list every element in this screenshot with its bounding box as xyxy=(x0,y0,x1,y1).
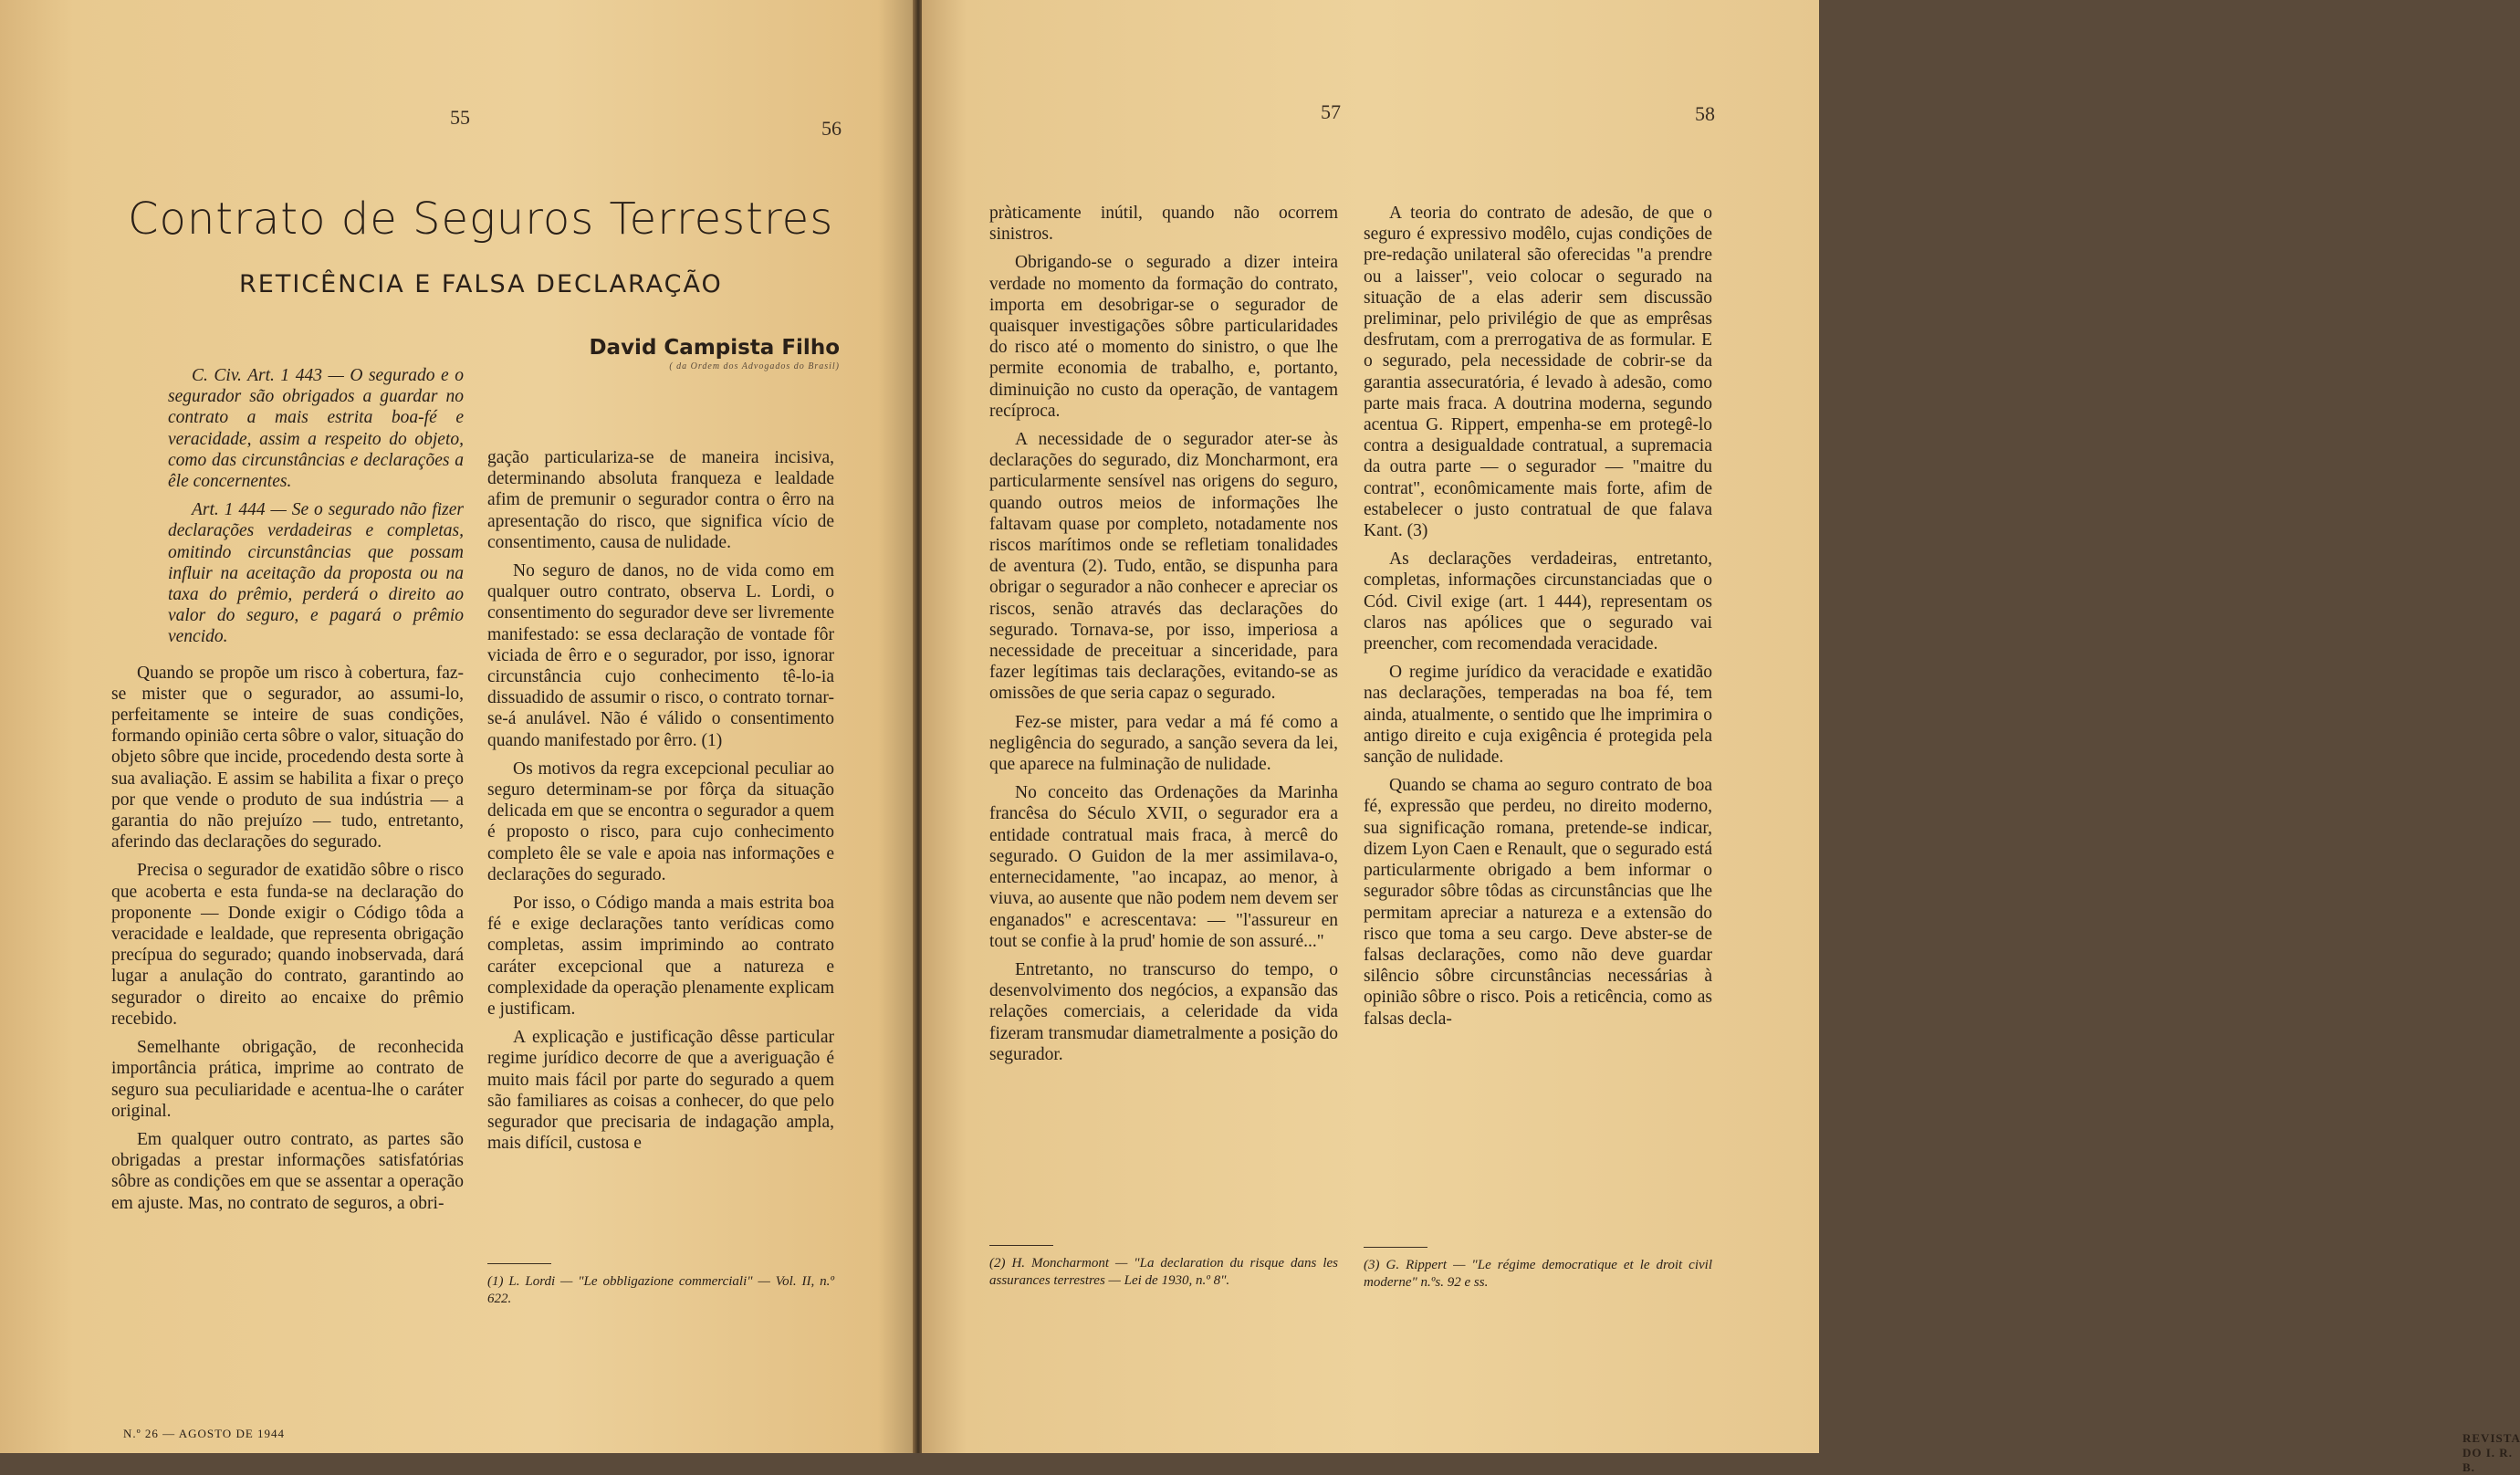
footnote-text: (3) G. Rippert — "Le régime democratique et le droit civil moderne" n.ºs. 92 e ss. xyxy=(1364,1258,1712,1290)
page-number-57: 57 xyxy=(1321,100,1341,123)
paragraph: Entretanto, no transcurso do tempo, o desenvolvimento dos negócios, a expansão das relações comerciais, a celeridade da vida fizeram transmudar diametralmente a posição do segurador. xyxy=(989,959,1338,1064)
author-name: David Campista Filho xyxy=(589,336,840,360)
footnote-1 xyxy=(487,1263,834,1308)
paragraph: Os motivos da regra excepcional peculiar ao seguro determinam-se por fôrça da situação delicada em que se encontra o segurador a quem é proposto o risco, para cujo conhecimento completo êle se vale e apoia nas informações e declarações do segurado. xyxy=(487,758,834,884)
paragraph: gação particulariza-se de maneira incisiva, determinando absoluta franqueza e lealdade afim de premunir o segurador contra o êrro na apresentação do risco, que significa vício de consentimento, causa de nulidade. xyxy=(487,448,834,552)
law-quotes xyxy=(111,365,464,648)
footnote-rule xyxy=(1364,1247,1427,1248)
column-4 xyxy=(1364,203,1712,1037)
article-subtitle: RETICÊNCIA E FALSA DECLARAÇÃO xyxy=(239,270,723,298)
paragraph: Por isso, o Código manda a mais estrita boa fé e exige declarações tanto verídicas como completas, assim imprimindo ao contrato caráter excepcional que a natureza e complexidade da operação plenamente explicam e justificam. xyxy=(487,894,834,1020)
paragraph: pràticamente inútil, quando não ocorrem sinistros. xyxy=(989,204,1338,245)
law-article-1443: C. Civ. Art. 1 443 — O segurado e o segurador são obrigados a guardar no contrato a mais estrita boa-fé e veracidade, assim a respeito do objeto, como das circunstâncias e declarações a êle concernentes. xyxy=(168,366,464,492)
law-article-1444: Art. 1 444 — Se o segurado não fizer declarações verdadeiras e completas, omitindo circunstâncias que possam influir na aceitação da proposta ou na taxa do prêmio, perderá o direito ao valor do seguro, e pagará o prêmio vencido. xyxy=(168,500,464,647)
footnote-3 xyxy=(1364,1247,1712,1292)
paragraph: No seguro de danos, no de vida como em qualquer outro contrato, observa L. Lordi, o consentimento do segurador deve ser livremente manifestado: se essa declaração de vontade fôr viciada de êrro e o segurador, por isso, ignorar circunstância cujo conhecimento tê-lo-ia dissuadido de assumir o risco, o contrato tornar-se-á anulável. Não é válido o consentimento quando manifestado por êrro. (1) xyxy=(487,561,834,750)
footnote-text: (2) H. Moncharmont — "La declaration du risque dans les assurances terrestres — Lei de 1930, n.º 8". xyxy=(989,1256,1338,1288)
page-number-56: 56 xyxy=(821,117,842,140)
paragraph: O regime jurídico da veracidade e exatidão nas declarações, temperadas na boa fé, tem ainda, atualmente, o sentido que lhe imprimira o antigo direito e cuja exigência é protegida pela sanção de nulidade. xyxy=(1364,663,1712,768)
paragraph: No conceito das Ordenações da Marinha francêsa do Século XVII, o segurador era a entidade contratual mais fraca, à mercê do segurado. O Guidon de la mer assimilava-o, enternecidamente, "ao incapaz, ao menor, à viuva, ao ausente que não podem nem devem ser enganados" e acrescentava: — "l'assureur en tout se confie à la prud' homie de son assuré..." xyxy=(989,783,1338,951)
paragraph: Semelhante obrigação, de reconhecida importância prática, imprime ao contrato de seguro sua peculiaridade e acentua-lhe o caráter original. xyxy=(111,1038,464,1121)
column-2 xyxy=(487,447,834,1162)
column-1 xyxy=(111,365,464,1221)
paragraph: Obrigando-se o segurado a dizer inteira verdade no momento da formação do contrato, importa em desobrigar-se o segurador de quaisquer investigações sôbre particularidades do risco até o momento do sinistro, o que lhe permite economia de trabalho, e, portanto, diminuição no custo da operação, de vantagem recíproca. xyxy=(989,253,1338,421)
paragraph: A explicação e justificação dêsse particular regime jurídico decorre de que a averiguação é muito mais fácil por parte do segurado a quem são familiares as coisas a conhecer, do que pelo segurador que precisaria de indagação ampla, mais difícil, custosa e xyxy=(487,1028,834,1154)
footnote-rule xyxy=(989,1245,1053,1246)
paragraph: Precisa o segurador de exatidão sôbre o risco que acoberta e esta funda-se na declaração do proponente — Donde exigir o Código tôda a veracidade e lealdade, que representa obrigação precípua do segurado; quando inobservada, dará lugar a anulação do contrato, garantindo ao segurador o direito ao encaixe do prêmio recebido. xyxy=(111,861,464,1029)
footnote-2 xyxy=(989,1245,1338,1290)
page-number-58: 58 xyxy=(1695,102,1715,125)
column-3 xyxy=(989,203,1338,1072)
page-number-55: 55 xyxy=(450,106,470,129)
footnote-text: (1) L. Lordi — "Le obbligazione commerciali" — Vol. II, n.º 622. xyxy=(487,1274,834,1306)
left-page xyxy=(0,0,915,1453)
issue-footer: N.º 26 — AGOSTO DE 1944 xyxy=(123,1427,286,1440)
paragraph: A necessidade de o segurador ater-se às declarações do segurado, diz Moncharmont, era particularmente sensível nas origens do seguro, quando outros meios de informações lhe faltavam quase por completo, notadamente nos riscos marítimos onde se refletiam tonalidades de aventura (2). Tudo, então, se dispunha para obrigar o segurador a não conhecer e apreciar os riscos, senão através das declarações do segurado. Tornava-se, por isso, imperiosa a necessidade de preceituar a sinceridade, para fazer legítimas tais declarações, evitando-se as omissões de que seria capaz o segurado. xyxy=(989,430,1338,704)
paragraph: Em qualquer outro contrato, as partes são obrigadas a prestar informações satisfatórias sôbre as condições em que se assentar a operação em ajuste. Mas, no contrato de seguros, a obri- xyxy=(111,1129,464,1213)
article-title: Contrato de Seguros Terrestres xyxy=(128,194,834,245)
paragraph: As declarações verdadeiras, entretanto, completas, informações circunstanciadas que o Cód. Civil exige (art. 1 444), representam os claros nas apólices que o segurado vai preencher, com recomendada veracidade. xyxy=(1364,549,1712,654)
paragraph: A teoria do contrato de adesão, de que o seguro é expressivo modêlo, cujas condições de pre-redação unilateral são oferecidas "a prendre ou a laisser", veio colocar o segurado na situação de a elas aderir sem discussão preliminar, pelo privilégio de que as emprêsas desfrutam, com a prerrogativa de as formular. E o segurado, pela necessidade de cobrir-se da garantia assecuratória, é levado à adesão, como parte mais fraca. A doutrina moderna, segundo acentua G. Rippert, empenha-se em protegê-lo contra a desigualdade contratual, a supremacia da outra parte — o segurador — "maitre du contrat", econômicamente mais forte, afim de estabelecer o justo contratual de que falava Kant. (3) xyxy=(1364,204,1712,541)
footnote-rule xyxy=(487,1263,551,1264)
paragraph: Quando se propõe um risco à cobertura, faz-se mister que o segurador, ao assumi-lo, perfeitamente se inteire de suas condições, formando opinião certa sôbre o valor, situação do objeto sôbre que incide, procedendo desta sorte à sua avaliação. E assim se habilita a fixar o preço por que vende o produto de sua indústria — a garantia do não prejuízo — tudo, entretanto, aferindo das declarações do segurado. xyxy=(111,663,464,853)
author-affiliation: ( da Ordem dos Advogados do Brasil) xyxy=(669,361,840,371)
paragraph: Quando se chama ao seguro contrato de boa fé, expressão que perdeu, no direito moderno, sua significação romana, pretende-se indicar, dizem Lyon Caen e Renault, que o segurado está particularmente obrigado a bem informar o segurador sôbre tôdas as circunstâncias que lhe permitam apreciar a natureza e a extensão do risco que toma a seu cargo. Deve abster-se de falsas declarações, como não deve guardar silêncio sôbre circunstâncias necessárias à opinião sôbre o risco. Pois a reticência, como as falsas decla- xyxy=(1364,776,1712,1029)
right-page xyxy=(922,0,2520,1474)
paragraph: Fez-se mister, para vedar a má fé como a negligência do segurado, a sanção severa da lei, que aparece na fulminação de nulidade. xyxy=(989,712,1338,775)
journal-footer: REVISTA DO I. R. B. xyxy=(2462,1431,2520,1474)
